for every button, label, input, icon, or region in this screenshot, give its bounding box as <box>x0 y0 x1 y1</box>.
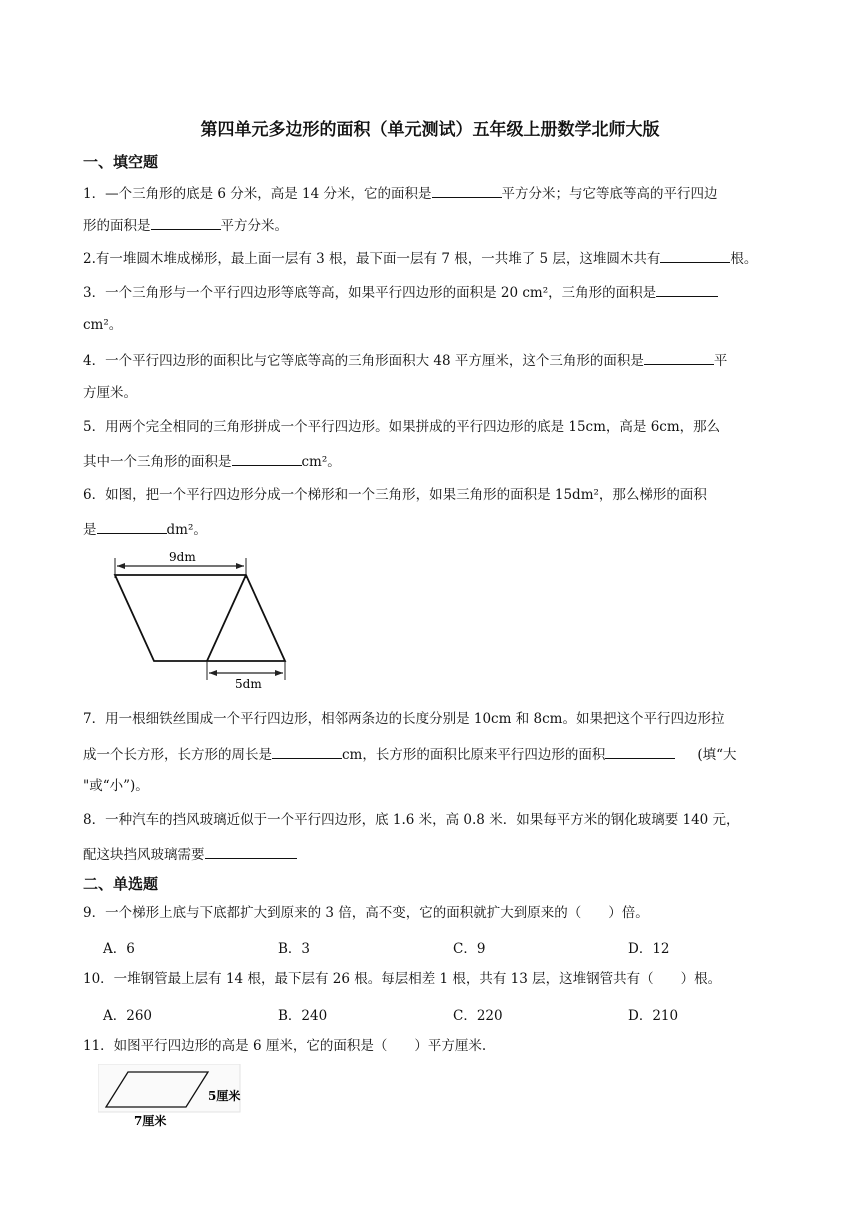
section-choice-heading: 二、单选题 <box>83 875 159 893</box>
q1-blank-1[interactable] <box>432 183 502 198</box>
q6-parallelogram <box>115 575 285 661</box>
q5-line1: 5．用两个完全相同的三角形拼成一个平行四边形。如果拼成的平行四边形的底是 15cm，高是 6cm，那么 <box>83 419 721 435</box>
q7-text-b: 成一个长方形，长方形的周长是 <box>83 747 272 763</box>
q6-dim-top-arrow-right <box>236 563 244 569</box>
q9-option-d[interactable]: D．12 <box>628 941 670 957</box>
q11-label-side: 5厘米 <box>208 1089 241 1103</box>
q2-line1 <box>83 248 757 268</box>
q6-parallelogram-figure <box>105 548 305 693</box>
q8-line1: 8．一种汽车的挡风玻璃近似于一个平行四边形，底 1.6 米，高 0.8 米．如果每平方米的钢化玻璃要 140 元， <box>83 812 740 828</box>
q10-option-d[interactable]: D．210 <box>628 1008 679 1024</box>
q9-option-b[interactable]: B．3 <box>278 941 311 957</box>
q1-text-c: 形的面积是 <box>83 218 151 234</box>
q2-blank[interactable] <box>660 248 730 263</box>
q3-text-a: 3．一个三角形与一个平行四边形等底等高，如果平行四边形的面积是 20 cm²，三角形的面积是 <box>83 285 657 301</box>
q5-text-b: 其中一个三角形的面积是 <box>83 454 232 470</box>
q6-divider-line <box>207 575 246 661</box>
q4-text-a: 4．一个平行四边形的面积比与它等底等高的三角形面积大 48 平方厘米，这个三角形的面积是 <box>83 353 644 369</box>
q10-option-c[interactable]: C．220 <box>453 1008 503 1024</box>
q6-label-5dm: 5dm <box>235 677 262 691</box>
q7-line3: "或“小”)。 <box>83 778 149 794</box>
section-fill-heading: 一、填空题 <box>83 153 159 171</box>
q7-line1: 7．用一根细铁丝围成一个平行四边形，相邻两条边的长度分别是 10cm 和 8cm。如果把这个平行四边形拉 <box>83 711 725 727</box>
q11-parallelogram-figure <box>98 1064 258 1130</box>
q6-dim-bottom-arrow-left <box>209 670 217 676</box>
q2-text-a: 2.有一堆圆木堆成梯形，最上面一层有 3 根，最下面一层有 7 根，一共堆了 5 层，这堆圆木共有 <box>83 251 661 267</box>
q1-line2 <box>83 215 288 235</box>
q8-text-b: 配这块挡风玻璃需要 <box>83 847 205 863</box>
q11-figure-frame <box>98 1064 240 1112</box>
q2-text-b: 根。 <box>730 251 758 267</box>
q7-line2 <box>83 744 737 764</box>
q6-line1: 6．如图，把一个平行四边形分成一个梯形和一个三角形，如果三角形的面积是 15dm²，那么梯形的面积 <box>83 487 707 503</box>
q5-line2 <box>83 451 341 471</box>
q6-dim-bottom-arrow-right <box>275 670 283 676</box>
q6-text-b: 是 <box>83 522 97 538</box>
q1-line1 <box>83 183 718 203</box>
q5-text-c: cm²。 <box>301 454 341 470</box>
q6-text-c: dm²。 <box>166 522 207 538</box>
q7-text-d: (填“大 <box>697 747 737 763</box>
q9-option-a[interactable]: A．6 <box>103 941 135 957</box>
q6-label-9dm: 9dm <box>169 550 196 564</box>
q6-line2 <box>83 519 207 539</box>
q1-blank-2[interactable] <box>151 215 221 230</box>
q3-line1 <box>83 282 718 302</box>
q5-blank[interactable] <box>232 451 302 466</box>
q4-text-b: 平 <box>713 353 728 369</box>
q4-blank[interactable] <box>644 350 714 365</box>
q3-blank[interactable] <box>656 282 718 297</box>
q1-text-d: 平方分米。 <box>220 218 288 234</box>
page-title: 第四单元多边形的面积（单元测试）五年级上册数学北师大版 <box>200 120 660 140</box>
q6-dim-top-arrow-left <box>117 563 125 569</box>
q4-line1 <box>83 350 727 370</box>
q10-option-b[interactable]: B．240 <box>278 1008 328 1024</box>
q1-text-a: 1．—个三角形的底是 6 分米，高是 14 分米，它的面积是 <box>83 186 432 202</box>
q9-option-c[interactable]: C．9 <box>453 941 486 957</box>
q8-line2 <box>83 844 297 864</box>
q7-blank-1[interactable] <box>272 744 342 759</box>
q11-question: 11．如图平行四边形的高是 6 厘米，它的面积是（ ）平方厘米. <box>83 1038 487 1054</box>
q10-question: 10．一堆钢管最上层有 14 根，最下层有 26 根。每层相差 1 根，共有 13 层，这堆钢管共有（ ）根。 <box>83 971 722 987</box>
q3-line2: cm²。 <box>83 317 123 333</box>
q6-blank[interactable] <box>97 519 167 534</box>
q10-option-a[interactable]: A．260 <box>103 1008 153 1024</box>
q8-blank[interactable] <box>205 844 297 859</box>
q9-question: 9．一个梯形上底与下底都扩大到原来的 3 倍，高不变，它的面积就扩大到原来的（ ）倍。 <box>83 905 649 921</box>
q7-text-c: cm，长方形的面积比原来平行四边形的面积 <box>342 747 606 763</box>
q4-line2: 方厘米。 <box>83 385 137 401</box>
q1-text-b: 平方分米；与它等底等高的平行四边 <box>501 186 718 202</box>
q7-blank-2[interactable] <box>605 744 675 759</box>
q11-label-bottom: 7厘米 <box>134 1114 167 1128</box>
